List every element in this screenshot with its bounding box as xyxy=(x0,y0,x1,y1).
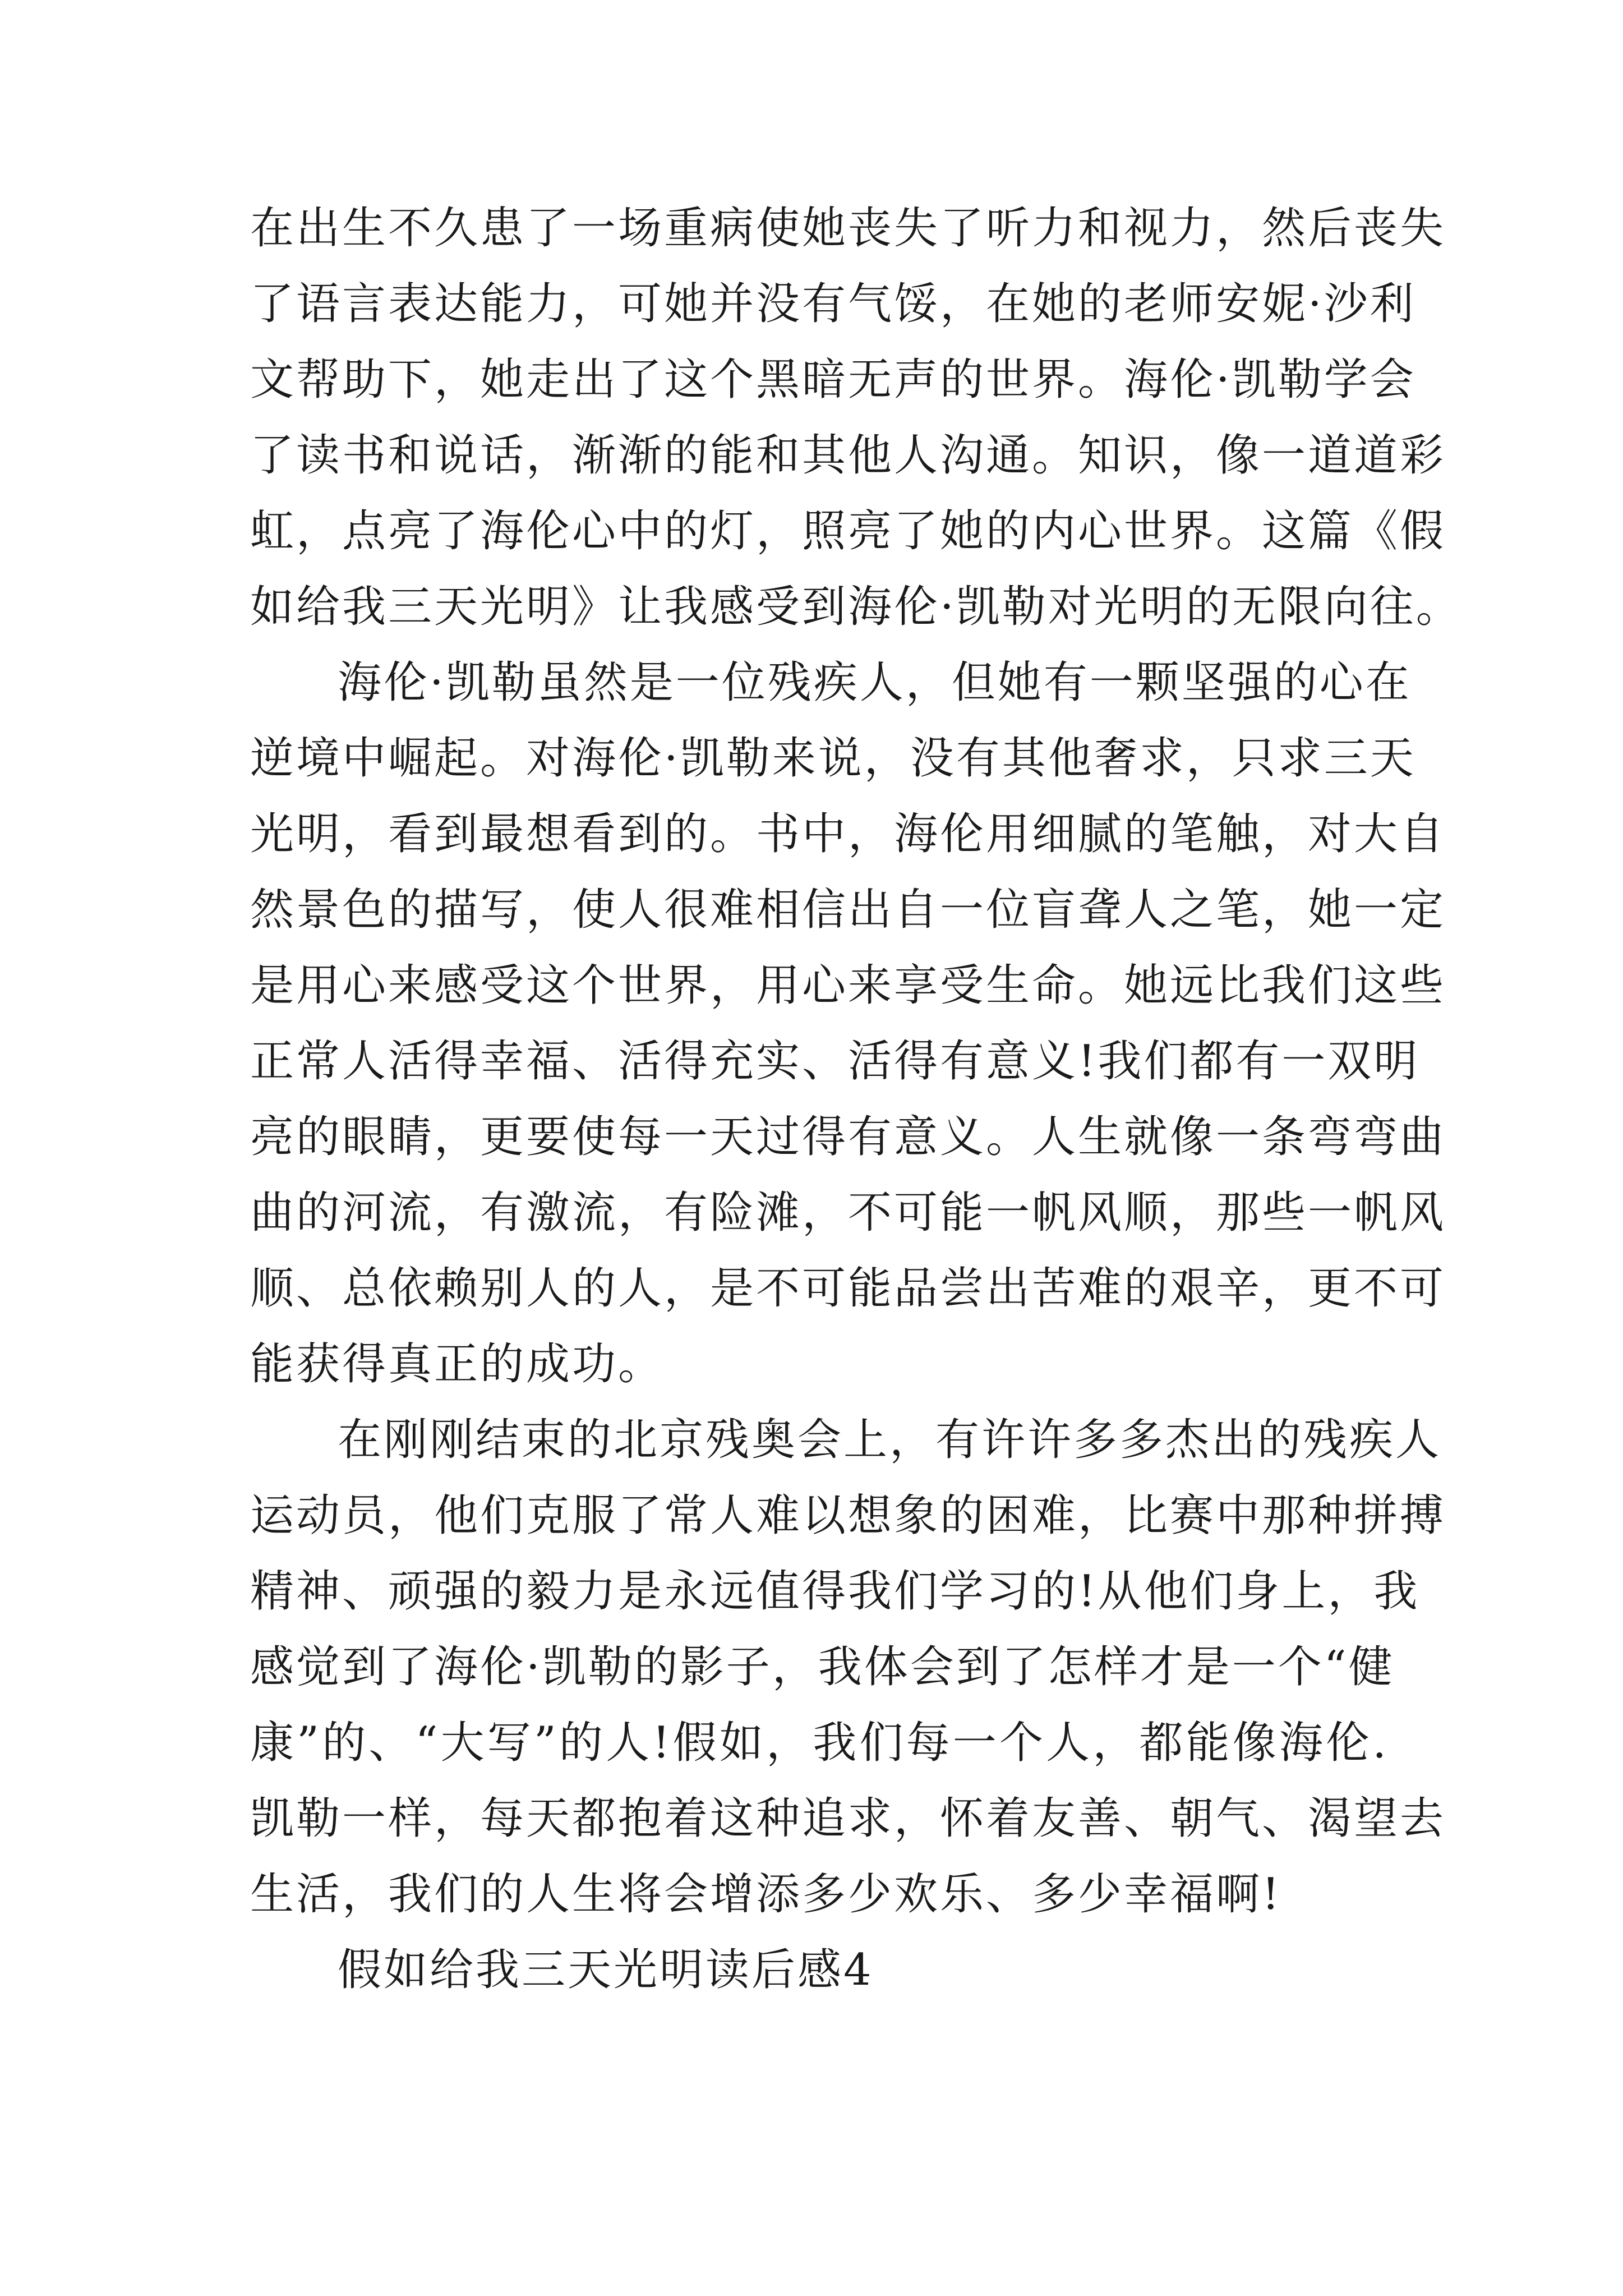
section-heading: 假如给我三天光明读后感4 xyxy=(338,1945,874,1995)
text-line: 海伦·凯勒虽然是一位残疾人，但她有一颗坚强的心在 xyxy=(338,657,1412,708)
text-line: 能获得真正的成功。 xyxy=(250,1339,665,1389)
text-line: 虹，点亮了海伦心中的灯，照亮了她的内心世界。这篇《假 xyxy=(250,506,1446,556)
text-line: 生活，我们的人生将会增添多少欢乐、多少幸福啊! xyxy=(250,1869,1282,1920)
text-line: 了读书和说话，渐渐的能和其他人沟通。知识，像一道道彩 xyxy=(250,430,1446,481)
text-line: 运动员，他们克服了常人难以想象的困难，比赛中那种拼搏 xyxy=(250,1490,1446,1541)
text-line: 然景色的描写，使人很难相信出自一位盲聋人之笔，她一定 xyxy=(250,885,1446,935)
text-line: 顺、总依赖别人的人，是不可能品尝出苦难的艰辛，更不可 xyxy=(250,1263,1446,1314)
text-line: 感觉到了海伦·凯勒的影子，我体会到了怎样才是一个“健 xyxy=(250,1642,1395,1692)
text-line: 光明，看到最想看到的。书中，海伦用细腻的笔触，对大自 xyxy=(250,809,1446,859)
text-line: 凯勒一样，每天都抱着这种追求，怀着友善、朝气、渴望去 xyxy=(250,1793,1446,1844)
text-line: 文帮助下，她走出了这个黑暗无声的世界。海伦·凯勒学会 xyxy=(250,355,1416,405)
text-line: 在出生不久患了一场重病使她丧失了听力和视力，然后丧失 xyxy=(250,203,1446,254)
text-line: 曲的河流，有激流，有险滩，不可能一帆风顺，那些一帆风 xyxy=(250,1188,1446,1238)
text-line: 逆境中崛起。对海伦·凯勒来说，没有其他奢求，只求三天 xyxy=(250,733,1416,784)
text-line: 在刚刚结束的北京残奥会上，有许许多多杰出的残疾人 xyxy=(338,1415,1442,1465)
text-line: 精神、顽强的毅力是永远值得我们学习的!从他们身上，我 xyxy=(250,1566,1420,1617)
text-line: 亮的眼睛，更要使每一天过得有意义。人生就像一条弯弯曲 xyxy=(250,1112,1446,1162)
text-line: 了语言表达能力，可她并没有气馁，在她的老师安妮·沙利 xyxy=(250,279,1416,329)
text-line: 是用心来感受这个世界，用心来享受生命。她远比我们这些 xyxy=(250,960,1446,1011)
text-line: 康”的、“大写”的人!假如，我们每一个人，都能像海伦. xyxy=(250,1718,1389,1768)
text-line: 正常人活得幸福、活得充实、活得有意义!我们都有一双明 xyxy=(250,1036,1420,1087)
body-text xyxy=(250,191,1462,2008)
text-line: 如给我三天光明》让我感受到海伦·凯勒对光明的无限向往。 xyxy=(250,582,1462,632)
